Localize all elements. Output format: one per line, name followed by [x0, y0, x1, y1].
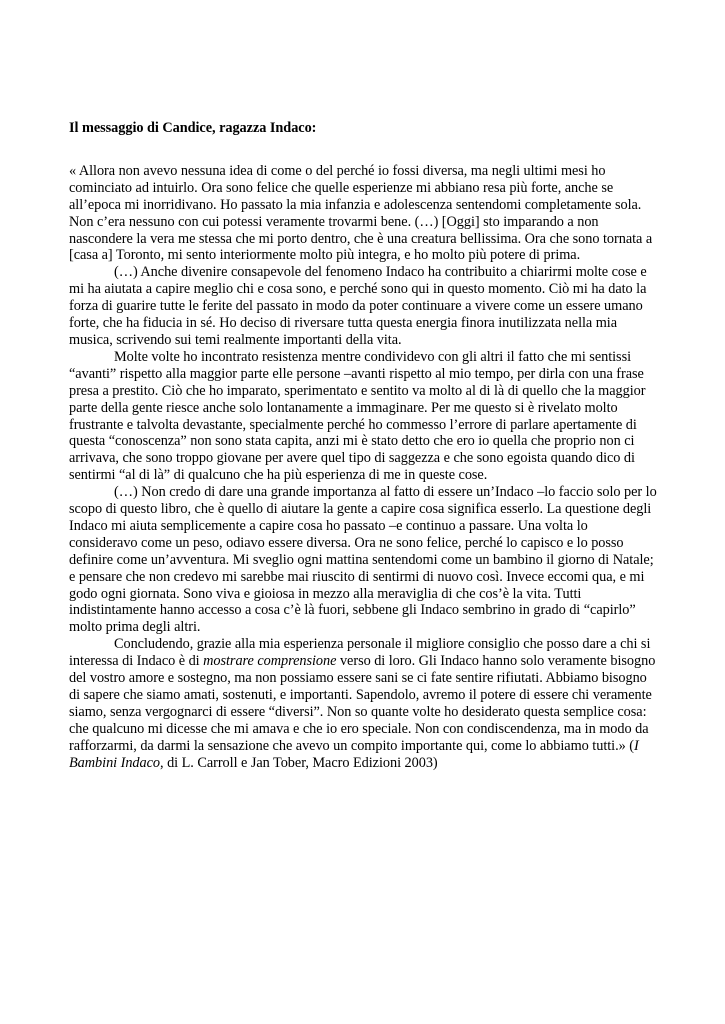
paragraph-5-text-start: Concludendo, grazie alla mia esperienza personale il migliore consiglio che posso dare a chi si interessa di Indaco è di: [69, 636, 651, 670]
paragraph-2: (…) Anche divenire consapevole del fenomeno Indaco ha contribuito a chiarirmi molte cose e mi ha aiutata a capire meglio chi e cosa sono, e perché sono qui in questo momento. Ciò mi ha dato la forza di guarire tutte le ferite del passato in modo da poter continuare a vivere come un essere umano forte, che ha fiducia in sé. Ho deciso di riversare tutta questa energia finora inutilizzata nella mia musica, scrivendo sui temi realmente importanti della vita.: [69, 264, 647, 348]
paragraph-5-text-middle: verso di loro. Gli Indaco hanno solo veramente bisogno del vostro amore e sostegno, ma non possiamo essere sani se ci fate sentire rifiutati. Abbiamo bisogno di sapere che siamo amati, sostenuti, e importanti. Sapendolo, avremo il potere di essere chi veramente siamo, senza vergognarci di essere “diversi”. Non so quante volte ho desiderato questa semplice cosa: che qualcuno mi dicesse che mi amava e che io ero speciale. Non con condiscendenza, ma in modo da rafforzarmi, da darmi la sensazione che avevo un compito importante qui, come lo abbiamo tutti.» (: [69, 653, 656, 754]
paragraph-1: « Allora non avevo nessuna idea di come o del perché io fossi diversa, ma negli ultimi mesi ho cominciato ad intuirlo. Ora sono felice che quelle esperienze mi abbiano resa più forte, anche se all’epoca mi inorridivano. Ho passato la mia infanzia e adolescenza sentendomi completamente sola. Non c’era nessuno con cui potessi veramente trovarmi bene. (…) [Oggi] sto imparando a non nascondere la vera me stessa che mi porto dentro, che è una creatura bellissima. Ora che sono tornata a [casa a] Toronto, mi sento interiormente molto più integra, e ho molto più potere di prima.: [69, 162, 653, 264]
citation-details: , di L. Carroll e Jan Tober, Macro Edizioni 2003): [160, 754, 438, 771]
document-title: Il messaggio di Candice, ragazza Indaco:: [69, 120, 317, 136]
document-body: [69, 120, 659, 772]
paragraph-5: [69, 636, 659, 771]
paragraph-4: (…) Non credo di dare una grande importanza al fatto di essere un’Indaco –lo faccio solo per lo scopo di questo libro, che è quello di aiutare la gente a capire cosa significa esserlo. La questione degli Indaco mi aiuta semplicemente a capire cosa ho passato –e continuo a passare. Una volta lo consideravo come un peso, odiavo essere diversa. Ora ne sono felice, perché lo capisco e lo posso definire come un’avventura. Mi sveglio ogni mattina sentendomi come un bambino il giorno di Natale; e pensare che non credevo mi sarebbe mai riuscito di sentirmi di nuovo così. Invece eccomi qua, e mi godo ogni giornata. Sono viva e gioiosa in mezzo alla meraviglia di che cos’è la vita. Tutti indistintamente hanno accesso a cosa c’è là fuori, sebbene gli Indaco sembrino in grado di “capirlo” molto prima degli altri.: [69, 484, 657, 636]
paragraph-3: Molte volte ho incontrato resistenza mentre condividevo con gli altri il fatto che mi sentissi “avanti” rispetto alla maggior parte elle persone –avanti rispetto al mio tempo, per dirla con una frase presa a prestito. Ciò che ho imparato, sperimentato e sentito va molto al di là di quello che la maggior parte della gente riesce anche solo lontanamente a immaginare. Per me questo si è rivelato molto frustrante e talvolta devastante, specialmente perché ho commesso l’errore di parlare apertamente di questa “conoscenza” non sono stata capita, anzi mi è stato detto che ero io quella che proprio non ci arrivava, che sono troppo giovane per avere quel tipo di saggezza e che sono egoista quando dico di sentirmi “al di là” di qualcuno che ha più esperienza di me in queste cose.: [69, 348, 646, 484]
paragraph-5-emphasis: mostrare comprensione: [203, 653, 337, 670]
book-title-citation: I Bambini Indaco: [69, 737, 639, 771]
